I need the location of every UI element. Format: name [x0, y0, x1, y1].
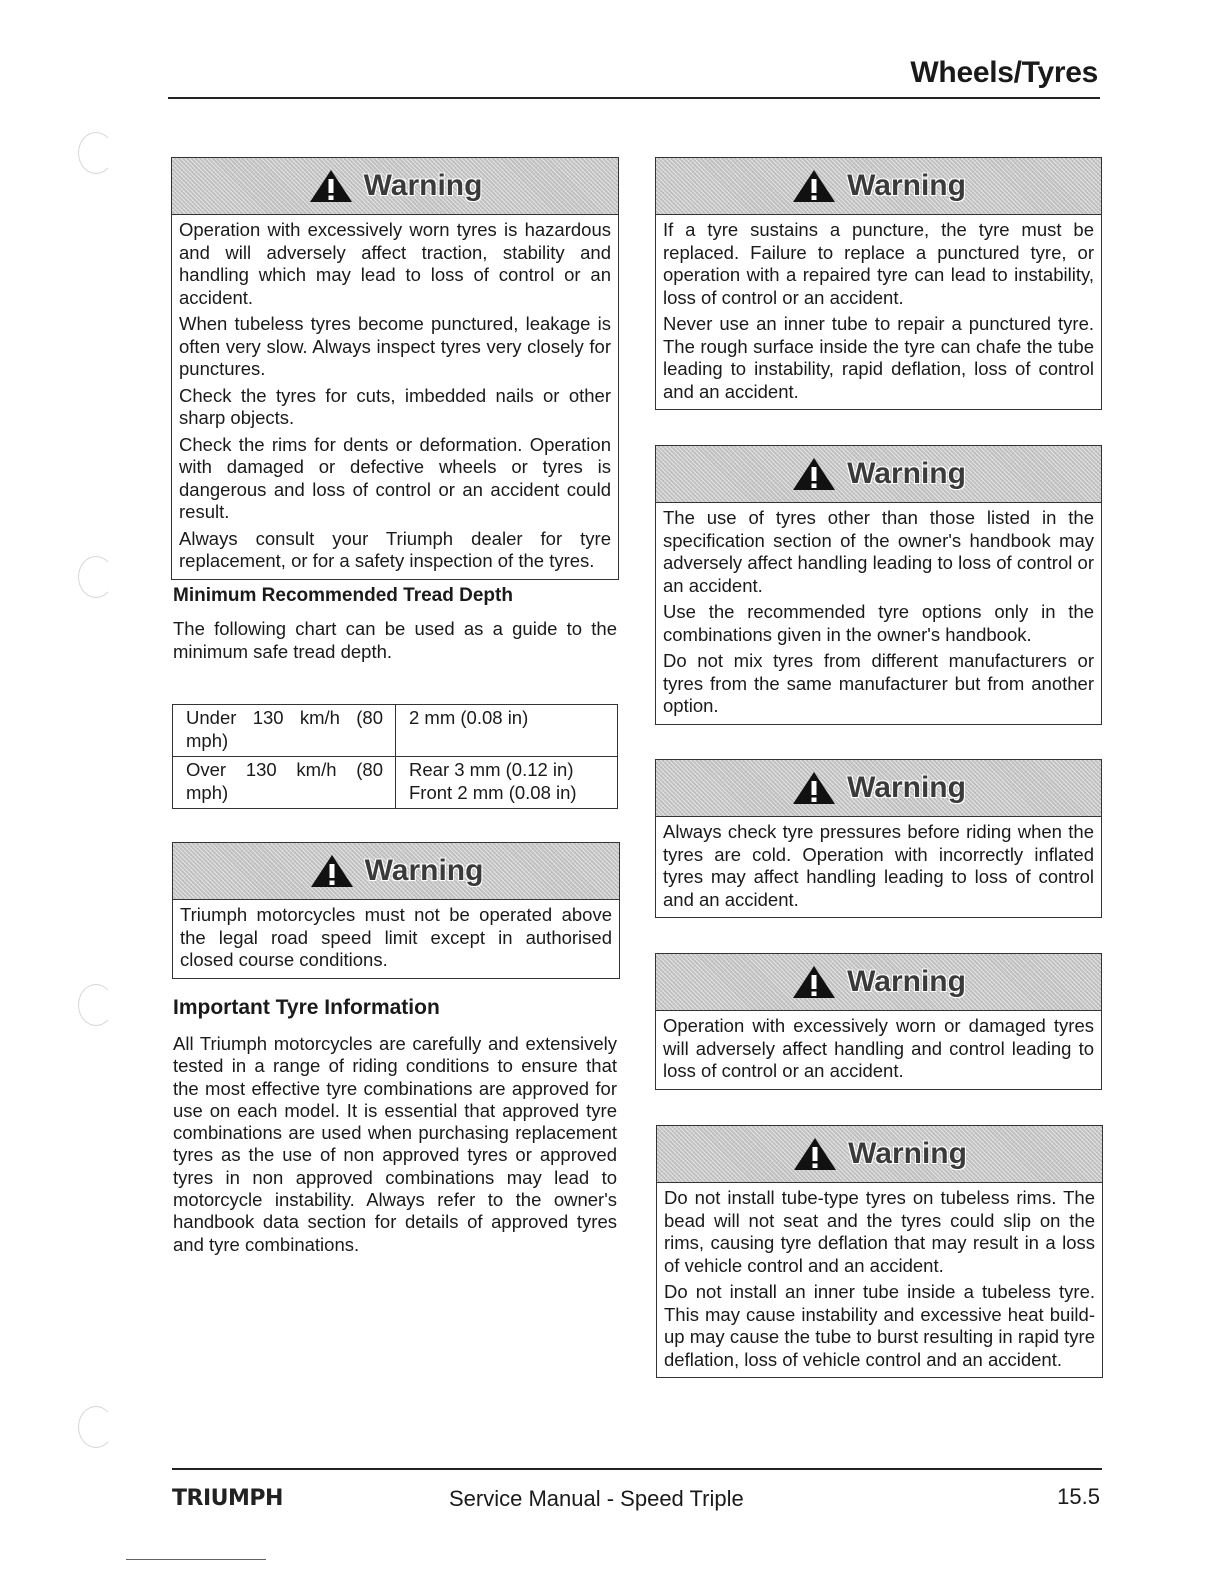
warning-box-tube-type: [656, 1125, 1103, 1378]
warning-paragraph: Do not mix tyres from different manufacturers or tyres from the same manufacturer but from another option.: [663, 650, 1094, 716]
depth-cell: [396, 705, 618, 757]
tread-depth-heading: Minimum Recommended Tread Depth: [173, 585, 513, 606]
warning-header: [656, 158, 1101, 215]
warning-box-damaged-tyres: [655, 953, 1102, 1090]
warning-header: [657, 1126, 1102, 1183]
warning-triangle-icon: [309, 853, 355, 889]
warning-header: [173, 843, 619, 900]
binding-hole-mark: [78, 1406, 114, 1448]
binding-hole-mark: [78, 984, 114, 1026]
warning-text: [656, 817, 1101, 917]
triumph-logo: TRIUMPH: [172, 1486, 283, 1511]
warning-header: [172, 158, 618, 215]
bottom-edge-line: [126, 1559, 266, 1560]
warning-title: Warning: [364, 854, 484, 887]
tyre-info-text: All Triumph motorcycles are carefully and extensively tested in a range of riding conditions to ensure that the most effective tyre combinations are approved for use on each model. It is essential that approved tyre combinations are used when purchasing replacement tyres as the use of non approved tyres or approved tyres in non approved combinations may lead to motorcycle instability. Always refer to the owner's handbook data section for details of approved tyres and tyre combinations.: [173, 1033, 617, 1255]
table-row: [173, 757, 618, 809]
warning-box-tyre-specification: [655, 445, 1102, 725]
depth-value-front: Front 2 mm (0.08 in): [409, 781, 577, 803]
page-section-title: Wheels/Tyres: [910, 56, 1098, 89]
warning-paragraph: Check the tyres for cuts, imbedded nails or other sharp objects.: [179, 384, 611, 428]
warning-text: [656, 1011, 1101, 1089]
warning-header: [656, 760, 1101, 817]
warning-paragraph: If a tyre sustains a puncture, the tyre must be replaced. Failure to replace a punctured tyre, or operation with a repaired tyre can lead to instability, loss of control or an accident.: [663, 219, 1094, 308]
warning-paragraph: Triumph motorcycles must not be operated above the legal road speed limit except in authorised closed course conditions.: [180, 904, 612, 970]
warning-paragraph: Do not install an inner tube inside a tubeless tyre. This may cause instability and excessive heat build-up may cause the tube to burst resulting in rapid tyre deflation, loss of vehicle control and an accident.: [664, 1281, 1095, 1370]
warning-title: Warning: [847, 169, 966, 202]
warning-paragraph: Operation with excessively worn or damaged tyres will adversely affect handling and control leading to loss of control or an accident.: [663, 1015, 1094, 1081]
warning-paragraph: When tubeless tyres become punctured, leakage is often very slow. Always inspect tyres very closely for punctures.: [179, 313, 611, 379]
warning-triangle-icon: [792, 1136, 838, 1172]
footer-manual-title: Service Manual - Speed Triple: [449, 1486, 744, 1511]
page-number: 15.5: [1057, 1484, 1100, 1509]
depth-value-rear: Rear 3 mm (0.12 in): [409, 759, 574, 780]
depth-value: 2 mm (0.08 in): [409, 707, 529, 728]
warning-triangle-icon: [791, 964, 837, 1000]
warning-paragraph: Always consult your Triumph dealer for tyre replacement, or for a safety inspection of the tyres.: [179, 527, 611, 571]
header-divider: [168, 97, 1100, 99]
warning-triangle-icon: [791, 770, 837, 806]
depth-cell: [396, 757, 618, 809]
warning-text: [173, 900, 619, 978]
warning-triangle-icon: [791, 456, 837, 492]
warning-title: Warning: [847, 771, 966, 804]
table-row: [173, 705, 618, 757]
warning-title: Warning: [847, 457, 966, 490]
warning-title: Warning: [847, 965, 966, 998]
speed-cell: Over 130 km/h (80 mph): [173, 757, 396, 809]
warning-paragraph: Never use an inner tube to repair a punctured tyre. The rough surface inside the tyre can chafe the tube leading to instability, rapid deflation, loss of control and an accident.: [663, 313, 1094, 402]
footer-divider: [172, 1468, 1102, 1470]
warning-box-puncture: [655, 157, 1102, 410]
warning-box-tyre-pressure: [655, 759, 1102, 918]
tread-depth-table: [172, 704, 618, 809]
warning-triangle-icon: [308, 168, 354, 204]
warning-header: [656, 446, 1101, 503]
warning-title: Warning: [848, 1137, 967, 1170]
tyre-info-heading: Important Tyre Information: [173, 996, 440, 1019]
warning-box-worn-tyres: [171, 157, 619, 580]
warning-paragraph: Do not install tube-type tyres on tubeless rims. The bead will not seat and the tyres could slip on the rims, causing tyre deflation that may result in a loss of vehicle control and an accident.: [664, 1187, 1095, 1276]
warning-text: [657, 1183, 1102, 1377]
warning-text: [656, 215, 1101, 409]
warning-paragraph: Operation with excessively worn tyres is hazardous and will adversely affect traction, stability and handling which may lead to loss of control or an accident.: [179, 219, 611, 308]
warning-text: [656, 503, 1101, 724]
speed-cell: Under 130 km/h (80 mph): [173, 705, 396, 757]
warning-text: [172, 215, 618, 579]
warning-paragraph: Always check tyre pressures before riding when the tyres are cold. Operation with incorrectly inflated tyres may affect handling leading to loss of control and an accident.: [663, 821, 1094, 910]
warning-header: [656, 954, 1101, 1011]
warning-paragraph: Check the rims for dents or deformation. Operation with damaged or defective wheels or tyres is dangerous and loss of control or an accident could result.: [179, 433, 611, 522]
binding-hole-mark: [78, 132, 114, 174]
warning-triangle-icon: [791, 168, 837, 204]
warning-paragraph: The use of tyres other than those listed in the specification section of the owner's handbook may adversely affect handling leading to loss of control or an accident.: [663, 507, 1094, 596]
warning-box-speed-limit: [172, 842, 620, 979]
warning-title: Warning: [363, 169, 483, 202]
tread-depth-intro: The following chart can be used as a guide to the minimum safe tread depth.: [173, 618, 617, 662]
warning-paragraph: Use the recommended tyre options only in the combinations given in the owner's handbook.: [663, 601, 1094, 645]
binding-hole-mark: [78, 556, 114, 598]
